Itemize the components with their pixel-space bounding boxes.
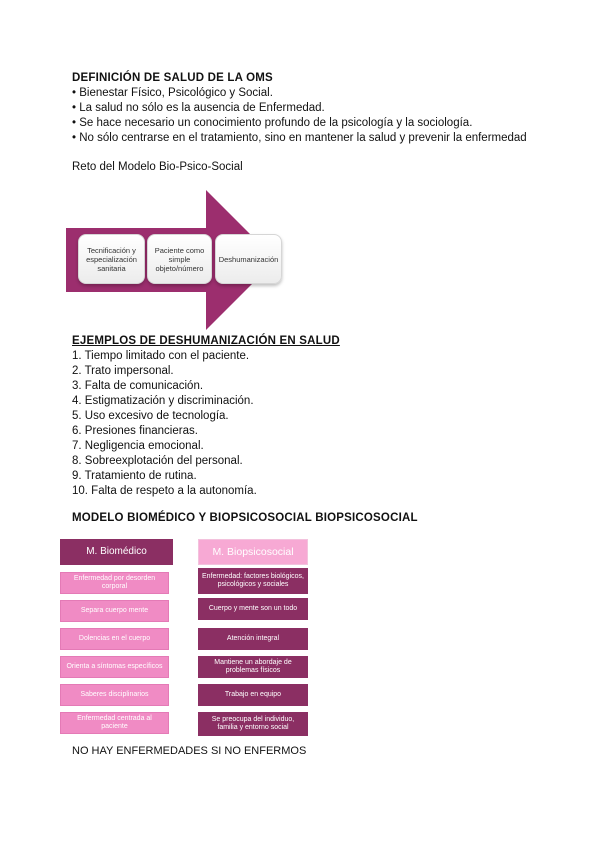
biopsychosocial-item: Atención integral <box>198 628 308 650</box>
biomedical-item: Orienta a síntomas específicos <box>60 656 169 678</box>
who-bullet-1: • Bienestar Físico, Psicológico y Social. <box>72 87 273 99</box>
process-step-1: Tecnificación y especialización sanitaria <box>78 234 145 284</box>
example-item: 1. Tiempo limitado con el paciente. <box>72 350 250 362</box>
examples-heading: EJEMPLOS DE DESHUMANIZACIÓN EN SALUD <box>72 335 340 347</box>
biomedical-item: Enfermedad por desorden corporal <box>60 572 169 594</box>
example-item: 10. Falta de respeto a la autonomía. <box>72 485 257 497</box>
biopsychosocial-item: Mantiene un abordaje de problemas físicos <box>198 656 308 678</box>
biomedical-item: Enfermedad centrada al paciente <box>60 712 169 734</box>
example-item: 7. Negligencia emocional. <box>72 440 204 452</box>
who-bullet-3: • Se hace necesario un conocimiento profundo de la psicología y la sociología. <box>72 117 473 129</box>
biopsychosocial-item: Se preocupa del individuo, familia y entorno social <box>198 712 308 736</box>
who-bullet-4: • No sólo centrarse en el tratamiento, sino en mantener la salud y prevenir la enfermedad <box>72 132 527 144</box>
example-item: 2. Trato impersonal. <box>72 365 174 377</box>
closing-statement: NO HAY ENFERMEDADES SI NO ENFERMOS <box>72 745 307 757</box>
example-item: 3. Falta de comunicación. <box>72 380 204 392</box>
example-item: 6. Presiones financieras. <box>72 425 198 437</box>
who-bullets <box>72 86 527 146</box>
examples-list <box>72 349 257 499</box>
models-heading: MODELO BIOMÉDICO Y BIOPSICOSOCIAL BIOPSICOSOCIAL <box>72 512 418 524</box>
challenge-label: Reto del Modelo Bio-Psico-Social <box>72 161 243 173</box>
biomedical-item: Separa cuerpo mente <box>60 600 169 622</box>
biomedical-item: Saberes disciplinarios <box>60 684 169 706</box>
biopsychosocial-item: Cuerpo y mente son un todo <box>198 598 308 620</box>
process-step-2: Paciente como simple objeto/número <box>147 234 212 284</box>
biopsychosocial-item: Enfermedad: factores biológicos, psicológicos y sociales <box>198 568 308 594</box>
example-item: 9. Tratamiento de rutina. <box>72 470 197 482</box>
process-step-3: Deshumanización <box>215 234 282 284</box>
biomedical-item: Dolencias en el cuerpo <box>60 628 169 650</box>
who-bullet-2: • La salud no sólo es la ausencia de Enfermedad. <box>72 102 325 114</box>
example-item: 4. Estigmatización y discriminación. <box>72 395 254 407</box>
biopsychosocial-item: Trabajo en equipo <box>198 684 308 706</box>
example-item: 5. Uso excesivo de tecnología. <box>72 410 229 422</box>
biopsychosocial-header: M. Biopsicosocial <box>198 539 308 565</box>
biomedical-header: M. Biomédico <box>60 539 173 565</box>
example-item: 8. Sobreexplotación del personal. <box>72 455 243 467</box>
who-heading: DEFINICIÓN DE SALUD DE LA OMS <box>72 72 273 84</box>
